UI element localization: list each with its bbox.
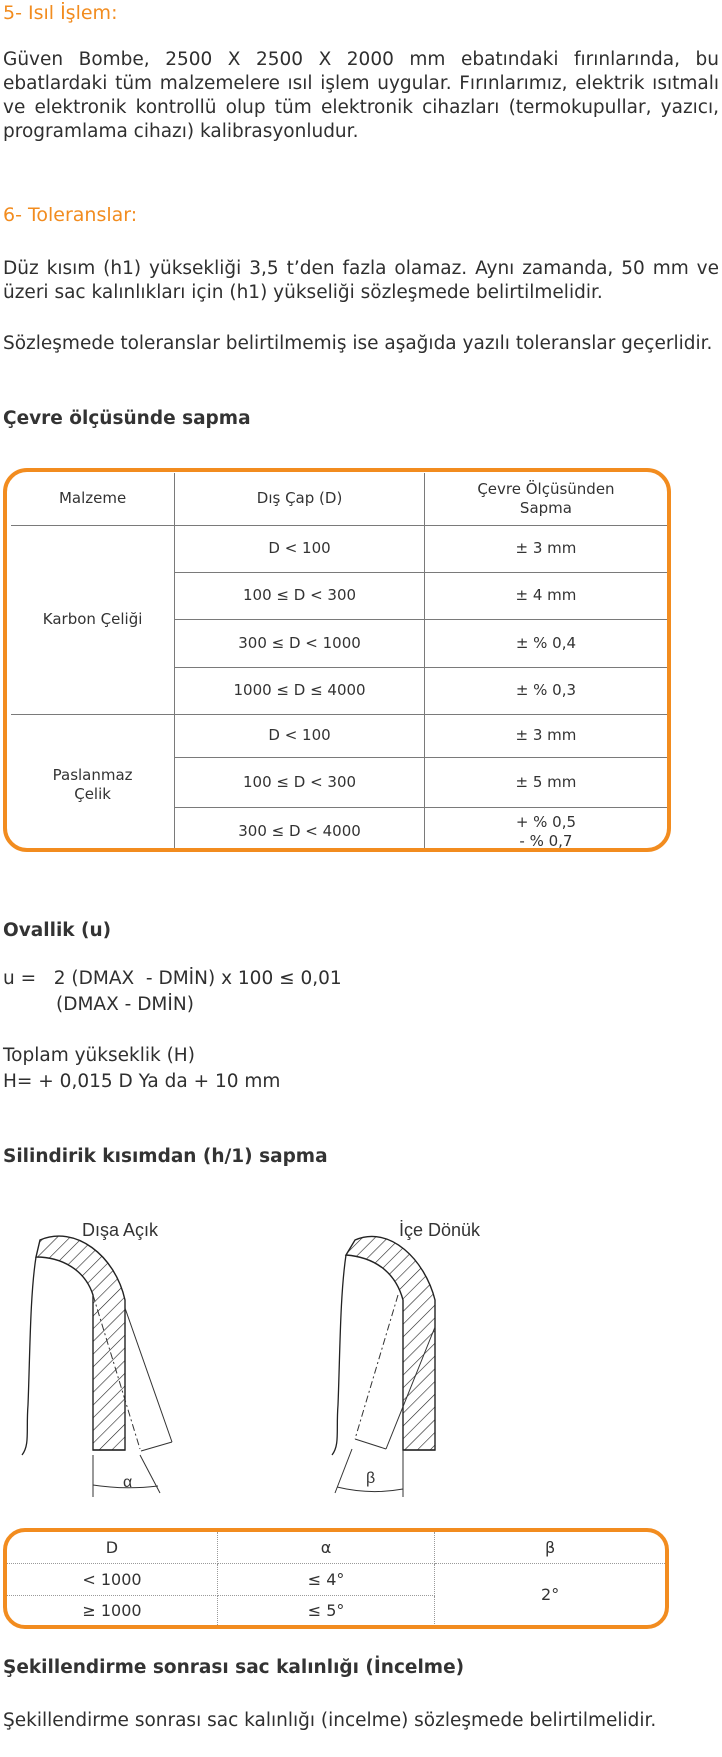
table-cell: 300 ≤ D < 4000	[175, 807, 425, 852]
table-row	[11, 714, 667, 757]
angle-table	[7, 1532, 665, 1626]
silindirik-heading: Silindirik kısımdan (h/1) sapma	[3, 1146, 328, 1167]
table-cell: ≥ 1000	[7, 1595, 217, 1625]
material-cell: Paslanmaz Çelik	[11, 714, 175, 852]
table-cell: 100 ≤ D < 300	[175, 572, 425, 619]
header-cell: β	[435, 1532, 665, 1563]
section-6-title: 6- Toleranslar:	[3, 204, 138, 226]
material-cell: Karbon Çeliği	[11, 525, 175, 714]
header-cell: α	[217, 1532, 434, 1563]
table-header-row	[11, 473, 667, 525]
section-6-paragraph-1: Düz kısım (h1) yüksekliği 3,5 t’den fazla olamaz. Aynı zamanda, 50 mm ve üzeri sac kalınlıkları için (h1) yükseliği sözleşmede belirtilmelidir.	[3, 258, 719, 303]
disa-acik-figure	[22, 1220, 172, 1497]
table-cell: ≤ 5°	[217, 1595, 434, 1625]
incelme-body: Şekillendirme sonrası sac kalınlığı (incelme) sözleşmede belirtilmelidir.	[3, 1710, 657, 1731]
cevre-heading: Çevre ölçüsünde sapma	[3, 408, 251, 429]
header-cell: Malzeme	[11, 473, 175, 525]
fig-left-label: Dışa Açık	[82, 1220, 159, 1240]
table-cell: ± % 0,4	[424, 619, 667, 667]
ice-donuk-figure	[332, 1220, 481, 1497]
toplam-yukseklik-formula: H= + 0,015 D Ya da + 10 mm	[3, 1071, 281, 1092]
header-cell: D	[7, 1532, 217, 1563]
table-row	[7, 1563, 665, 1595]
cevre-table	[11, 473, 667, 852]
beta-symbol: β	[366, 1470, 376, 1487]
table-cell: D < 100	[175, 714, 425, 757]
incelme-heading: Şekillendirme sonrası sac kalınlığı (İncelme)	[3, 1657, 465, 1678]
ovallik-formula-line-1: u = 2 (DMAX - DMİN) x 100 ≤ 0,01	[3, 968, 342, 989]
table-header-row	[7, 1532, 665, 1563]
beta-value-cell: 2°	[435, 1563, 665, 1625]
table-cell: ± 3 mm	[424, 714, 667, 757]
cevre-table-frame	[3, 468, 671, 852]
alpha-symbol: α	[123, 1474, 133, 1491]
table-cell: 1000 ≤ D ≤ 4000	[175, 667, 425, 714]
angle-table-frame	[3, 1528, 669, 1629]
ovallik-heading: Ovallik (u)	[3, 920, 112, 941]
table-cell: ± % 0,3	[424, 667, 667, 714]
section-5-title: 5- Isıl İşlem:	[3, 2, 118, 24]
table-row	[11, 525, 667, 572]
fig-right-label: İçe Dönük	[399, 1220, 481, 1240]
table-cell: ± 5 mm	[424, 757, 667, 807]
ovallik-formula-line-2: (DMAX - DMİN)	[56, 994, 194, 1015]
table-cell: ± 4 mm	[424, 572, 667, 619]
table-cell: + % 0,5 - % 0,7	[424, 807, 667, 852]
section-6-paragraph-2: Sözleşmede toleranslar belirtilmemiş ise aşağıda yazılı toleranslar geçerlidir.	[3, 333, 713, 354]
section-5-body: Güven Bombe, 2500 X 2500 X 2000 mm ebatındaki fırınlarında, bu ebatlardaki tüm malzemelere ısıl işlem uygular. Fırınlarımız, elektrik ısıtmalı ve elektronik kontrollü olup tüm elektronik cihazları (termokupullar, yazıcı, programlama cihazı) kalibrasyonludur.	[3, 49, 719, 142]
header-cell: Dış Çap (D)	[175, 473, 425, 525]
table-cell: 300 ≤ D < 1000	[175, 619, 425, 667]
toplam-yukseklik-label: Toplam yükseklik (H)	[3, 1045, 195, 1066]
table-cell: ≤ 4°	[217, 1563, 434, 1595]
deviation-diagram	[0, 1205, 722, 1505]
table-cell: ± 3 mm	[424, 525, 667, 572]
table-cell: D < 100	[175, 525, 425, 572]
table-cell: 100 ≤ D < 300	[175, 757, 425, 807]
table-cell: < 1000	[7, 1563, 217, 1595]
header-cell: Çevre Ölçüsünden Sapma	[424, 473, 667, 525]
